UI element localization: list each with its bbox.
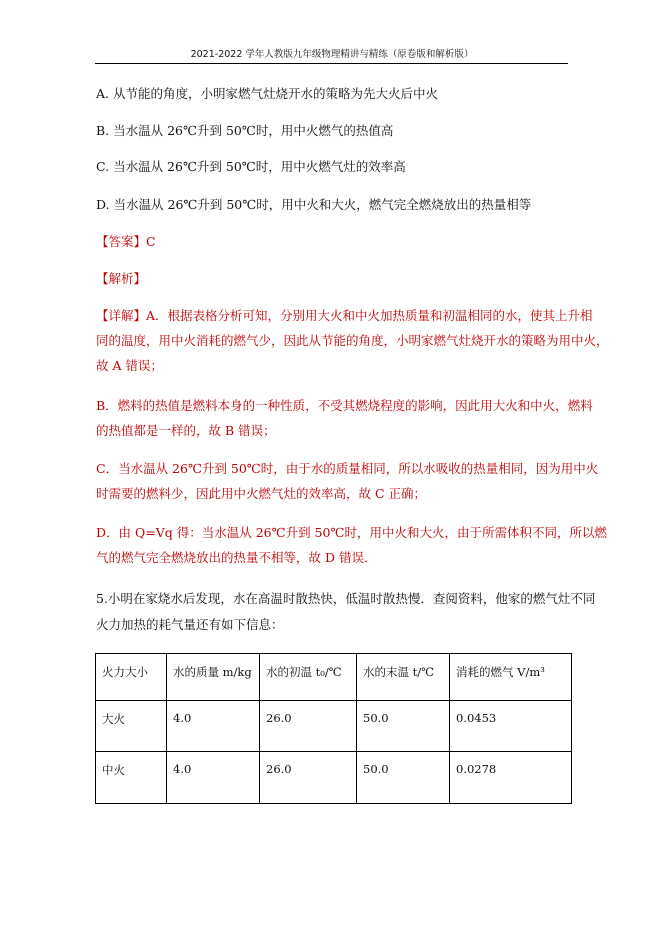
data-table <box>95 653 572 804</box>
analysis-label: 【解析】 <box>96 271 147 286</box>
option-b: B. 当水温从 26℃升到 50℃时，用中火燃气的热值高 <box>96 123 394 138</box>
option-a: A. 从节能的角度，小明家燃气灶烧开水的策略为先大火后中火 <box>96 86 438 101</box>
explanation-line: D．由 Q=Vq 得：当水温从 26℃升到 50℃时，用中火和大火，由于所需体积不同，所以燃 <box>96 525 607 540</box>
table-header-row <box>96 654 572 701</box>
table-header: 水的质量 m/kg <box>167 654 260 701</box>
explanation-line: 【详解】A．根据表格分析可知，分别用大火和中火加热质量和初温相同的水，使其上升相 <box>96 308 593 323</box>
explanation-line: 的热值都是一样的，故 B 错误； <box>96 423 276 438</box>
explanation-line: 气的燃气完全燃烧放出的热量不相等，故 D 错误． <box>96 550 377 565</box>
option-d: D. 当水温从 26℃升到 50℃时，用中火和大火，燃气完全燃烧放出的热量相等 <box>96 197 532 212</box>
table-header: 消耗的燃气 V/m³ <box>450 654 572 701</box>
table-cell: 0.0278 <box>450 752 572 804</box>
question-text: 火力加热的耗气量还有如下信息： <box>96 617 284 632</box>
explanation-line: 故 A 错误； <box>96 358 163 373</box>
answer: 【答案】C <box>96 234 156 249</box>
option-c: C. 当水温从 26℃升到 50℃时，用中火燃气灶的效率高 <box>96 159 406 174</box>
table-cell: 26.0 <box>260 752 357 804</box>
table-cell: 26.0 <box>260 701 357 752</box>
header-rule <box>95 63 568 64</box>
question-text: 5.小明在家烧水后发现，水在高温时散热快，低温时散热慢．查阅资料，他家的燃气灶不同 <box>96 591 596 606</box>
table-cell: 4.0 <box>167 701 260 752</box>
table-cell: 4.0 <box>167 752 260 804</box>
table-row <box>96 752 572 804</box>
table-cell: 0.0453 <box>450 701 572 752</box>
table-header: 水的初温 t₀/℃ <box>260 654 357 701</box>
table-header: 水的末温 t/℃ <box>357 654 450 701</box>
table-header: 火力大小 <box>96 654 167 701</box>
explanation-line: B．燃料的热值是燃料本身的一种性质，不受其燃烧程度的影响，因此用大火和中火，燃料 <box>96 398 593 413</box>
page-header: 2021-2022 学年人教版九年级物理精讲与精练（原卷版和解析版） <box>190 49 474 60</box>
table-cell: 中火 <box>96 752 167 804</box>
explanation-line: 时需要的燃料少，因此用中火燃气灶的效率高，故 C 正确； <box>96 486 427 501</box>
table-cell: 50.0 <box>357 701 450 752</box>
table-row <box>96 701 572 752</box>
explanation-line: 同的温度，用中火消耗的燃气少，因此从节能的角度，小明家燃气灶烧开水的策略为用中火， <box>96 333 609 348</box>
table-cell: 大火 <box>96 701 167 752</box>
explanation-line: C．当水温从 26℃升到 50℃时，由于水的质量相同，所以水吸收的热量相同，因为用中火 <box>96 461 599 476</box>
table-cell: 50.0 <box>357 752 450 804</box>
